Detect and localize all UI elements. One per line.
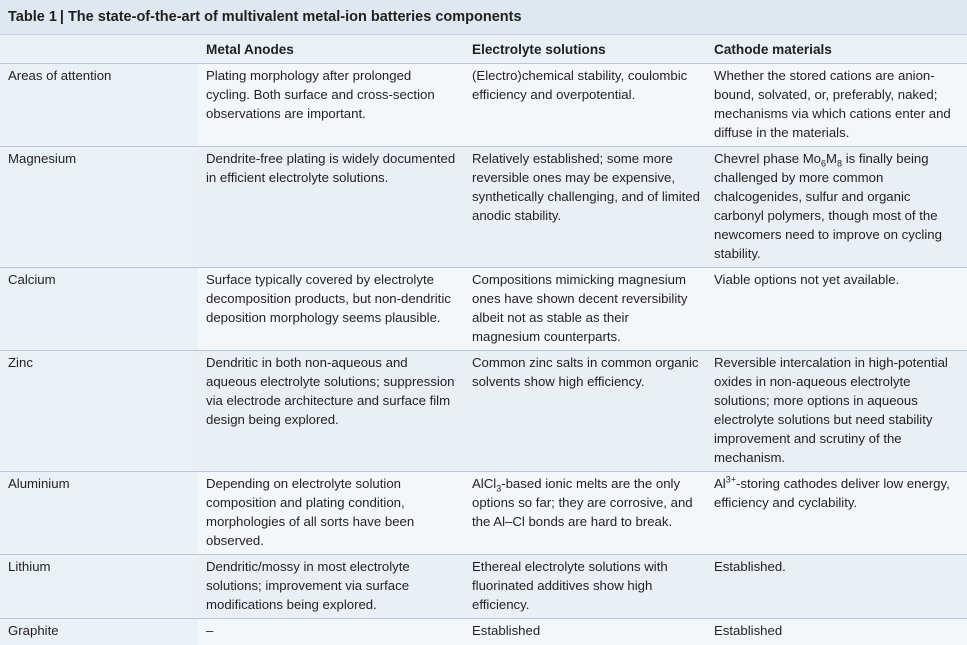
cell-electrolytes: (Electro)chemical stability, coulombic efficiency and overpotential. — [464, 64, 706, 147]
electrolytes-text-post: -based ionic melts are the only options so far; they are corrosive, and the Al–Cl bonds are hard to break. — [472, 476, 693, 529]
subscript-6: 6 — [821, 159, 826, 169]
header-electrolyte-solutions: Electrolyte solutions — [464, 35, 706, 64]
table-title: The state-of-the-art of multivalent metal-ion batteries components — [68, 9, 522, 25]
cell-electrolytes: Compositions mimicking magnesium ones have shown decent reversibility albeit not as stable as their magnesium counterparts. — [464, 268, 706, 351]
cell-electrolytes: Relatively established; some more reversible ones may be expensive, synthetically challenging, and of limited anodic stability. — [464, 147, 706, 268]
table-row — [0, 351, 967, 472]
subscript-3: 3 — [496, 484, 501, 494]
title-separator: | — [60, 9, 64, 25]
cathodes-text-post: -storing cathodes deliver low energy, efficiency and cyclability. — [714, 476, 950, 510]
table-row — [0, 555, 967, 619]
row-label: Calcium — [0, 268, 198, 351]
table-row — [0, 64, 967, 147]
cell-cathodes: Reversible intercalation in high-potential oxides in non-aqueous electrolyte solutions; more options in aqueous electrolyte solutions but need stability improvement and scrutiny of the mechanism. — [706, 351, 967, 472]
cell-anodes: Surface typically covered by electrolyte decomposition products, but non-dendritic deposition morphology seems plausible. — [198, 268, 464, 351]
cell-cathodes: Viable options not yet available. — [706, 268, 967, 351]
cell-anodes: – — [198, 619, 464, 645]
row-label: Graphite — [0, 619, 198, 645]
row-label: Zinc — [0, 351, 198, 472]
cell-cathodes: Established — [706, 619, 967, 645]
cell-cathodes: Established. — [706, 555, 967, 619]
row-label: Magnesium — [0, 147, 198, 268]
table-row — [0, 619, 967, 645]
cathodes-text-pre: Al — [714, 476, 726, 491]
cell-anodes: Dendrite-free plating is widely documented in efficient electrolyte solutions. — [198, 147, 464, 268]
electrolytes-text-pre: AlCl — [472, 476, 496, 491]
table-title-bar — [0, 0, 967, 35]
header-cathode-materials: Cathode materials — [706, 35, 967, 64]
table-label: Table 1 — [8, 9, 57, 25]
table-row — [0, 147, 967, 268]
row-label: Aluminium — [0, 472, 198, 555]
cell-anodes: Dendritic in both non-aqueous and aqueous electrolyte solutions; suppression via electrode architecture and surface film design being explored. — [198, 351, 464, 472]
cell-electrolytes — [464, 472, 706, 555]
cell-anodes: Plating morphology after prolonged cycling. Both surface and cross-section observations are important. — [198, 64, 464, 147]
cell-cathodes — [706, 472, 967, 555]
cell-cathodes — [706, 147, 967, 268]
table-row — [0, 472, 967, 555]
superscript-3plus: 3+ — [726, 475, 736, 485]
header-metal-anodes: Metal Anodes — [198, 35, 464, 64]
cell-anodes: Depending on electrolyte solution composition and plating condition, morphologies of all sorts have been observed. — [198, 472, 464, 555]
cathodes-text-pre: Chevrel phase Mo — [714, 151, 821, 166]
cell-anodes: Dendritic/mossy in most electrolyte solutions; improvement via surface modifications being explored. — [198, 555, 464, 619]
cell-cathodes: Whether the stored cations are anion-bound, solvated, or, preferably, naked; mechanisms via which cations enter and diffuse in the materials. — [706, 64, 967, 147]
row-label: Areas of attention — [0, 64, 198, 147]
row-label: Lithium — [0, 555, 198, 619]
subscript-8: 8 — [837, 159, 842, 169]
cell-electrolytes: Ethereal electrolyte solutions with fluorinated additives show high efficiency. — [464, 555, 706, 619]
header-row — [0, 35, 967, 64]
cathodes-text-mid: M — [826, 151, 837, 166]
header-blank — [0, 35, 198, 64]
cathodes-text-post: is finally being challenged by more common chalcogenides, sulfur and organic carbonyl polymers, though most of the newcomers need to improve on cycling stability. — [714, 151, 942, 261]
cell-electrolytes: Established — [464, 619, 706, 645]
table-row — [0, 268, 967, 351]
components-table — [0, 35, 967, 645]
cell-electrolytes: Common zinc salts in common organic solvents show high efficiency. — [464, 351, 706, 472]
